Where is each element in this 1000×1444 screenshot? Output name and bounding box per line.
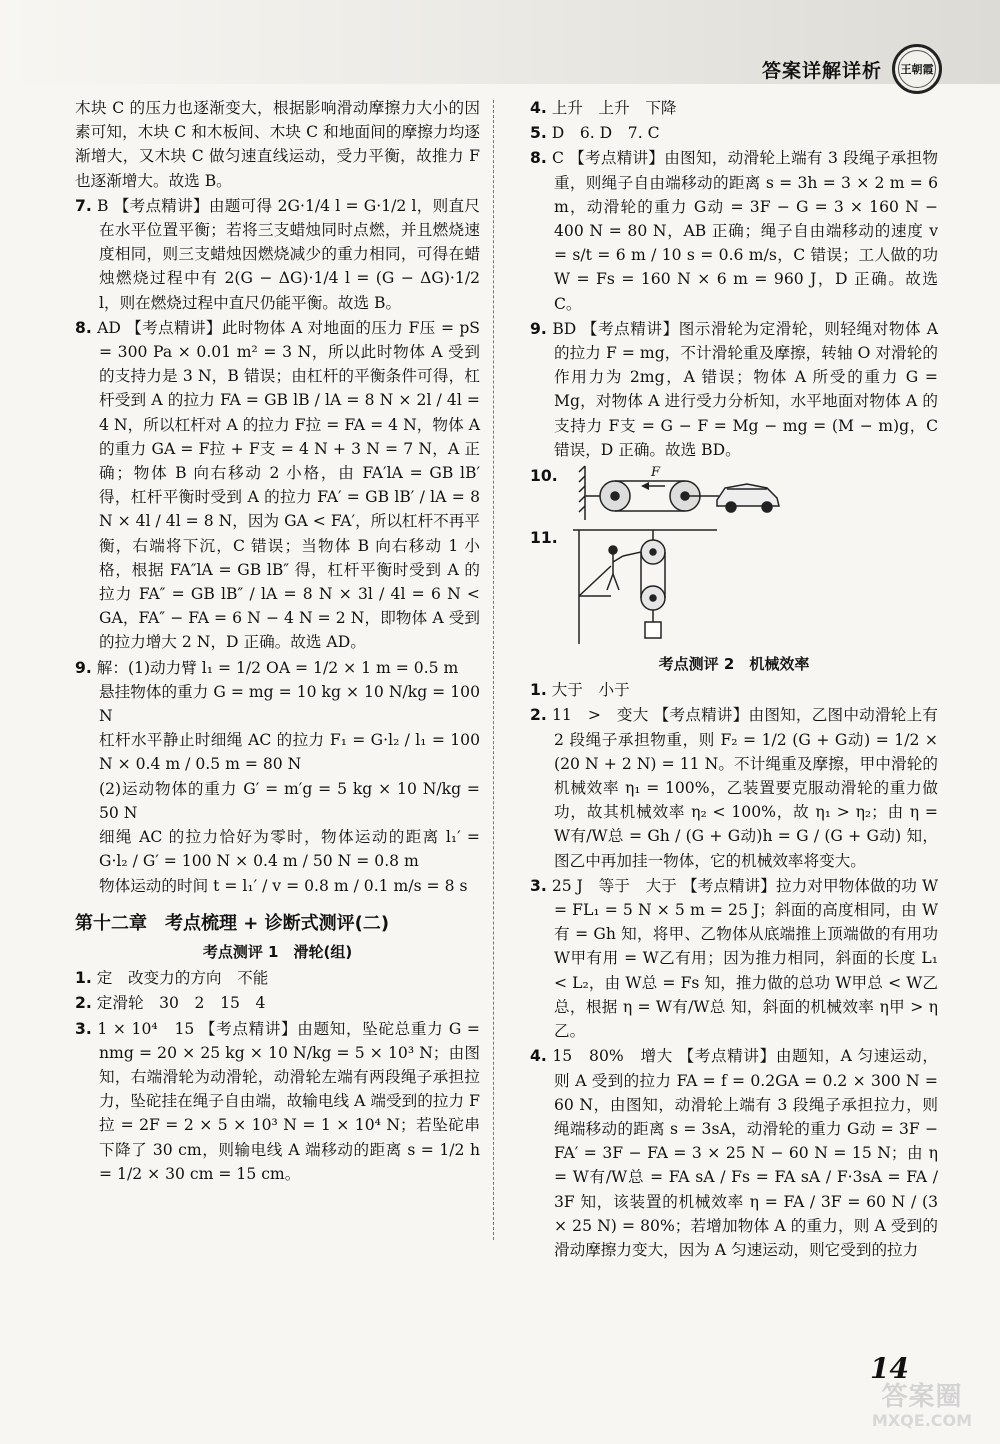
logo-icon	[892, 44, 942, 94]
s1-answer-2: 2. 定滑轮 30 2 15 4	[75, 994, 266, 1013]
figure-10-label: 10.	[530, 467, 558, 486]
s2-answer-1: 1. 大于 小于	[530, 681, 630, 700]
answer-4: 4. 上升 上升 下降	[530, 99, 677, 117]
section-title-1: 考点测评 1 滑轮(组)	[202, 942, 353, 961]
figure-11	[530, 526, 938, 648]
chapter-title: 第十二章 考点梳理 + 诊断式测评(二)	[75, 912, 390, 934]
answer-9-line4: (2)运动物体的重力 G′ = m′g = 5 kg × 10 N/kg = 50 N	[99, 779, 480, 822]
s2-answer-4: 4. 15 80% 增大 【考点精讲】由题知，A 匀速运动，则 A 受到的拉力 FA = f = 0.2GA = 0.2 × 300 N = 60 N，由图知，动滑轮上端有 3 段绳子承担拉力，则绳端移动的距离 s = 3sA，动滑轮的重力 G动 = 3F − FA′ = 3F − FA = 3 × 25 N − 60 N = 15 N；由 η = W有/W总 = FA sA / Fs = FA sA / F·3sA = FA / 3F 知，该装置的机械效率 η = FA / 3F = 60 N / (3 × 25 N) = 80%；若增加物体 A 的重力，则 A 受到的滑动摩擦力变大，因为 A 匀速运动，则它受到的拉力	[530, 1047, 938, 1259]
watermark-text: 答案圈	[881, 1382, 963, 1412]
watermark	[862, 1382, 982, 1433]
left-column	[75, 96, 480, 1187]
answer-9-line5: 细绳 AC 的拉力恰好为零时，物体运动的距离 l₁′ = G·l₂ / G′ = 100 N × 0.4 m / 50 N = 0.8 m	[99, 828, 480, 871]
continuation-paragraph: 木块 C 的压力也逐渐变大，根据影响滑动摩擦力大小的因素可知，木块 C 和木板间、木块 C 和地面间的摩擦力均逐渐增大，又木块 C 做匀速直线运动，受力平衡，故推力 F 也逐渐增大。故选 B。	[75, 99, 480, 190]
answer-9-line6: 物体运动的时间 t = l₁′ / v = 0.8 m / 0.1 m/s = 8 s	[99, 876, 468, 895]
answer-8: 8. AD 【考点精讲】此时物体 A 对地面的压力 F压 = pS = 300 Pa × 0.01 m² = 3 N，所以此时物体 A 受到的支持力是 3 N，B 错误；由杠杆的平衡条件可得，杠杆受到 A 的拉力 FA = GB lB / lA = 8 N × 2l / 4l = 4 N，所以杠杆对 A 的拉力 F拉 = FA = 4 N，物体 A 的重力 GA = F拉 + F支 = 4 N + 3 N = 7 N，A 正确；物体 B 向右移动 2 小格，由 FA′lA = GB lB′ 得，杠杆平衡时受到 A 的拉力 FA′ = GB lB′ / lA = 8 N × 4l / 4l = 8 N，因为 GA < FA′，所以杠杆不再平衡，右端将下沉，C 错误；当物体 B 向右移动 1 小格，根据 FA″lA = GB lB″ 得，杠杆平衡时受到 A 的拉力 FA″ = GB lB″ / lA = 8 N × 3l / 4l = 6 N < GA，FA″ − FA = 6 N − 4 N = 2 N，即物体 A 受到的拉力增大 2 N，D 正确。故选 AD。	[75, 318, 481, 652]
pulley-system-diagram	[567, 526, 727, 648]
section-title-2: 考点测评 2 机械效率	[658, 655, 810, 674]
s2-answer-3: 3. 25 J 等于 大于 【考点精讲】拉力对甲物体做的功 W = FL₁ = 5 N × 5 m = 25 J；斜面的高度相同，由 W有 = Gh 知，将甲、乙物体从底端推上顶端做的有用功 W甲有用 = W乙有用；因为推力相同，斜面的长度 L₁ < L₂，由 W总 = Fs 知，推力做的总功 W甲总 < W乙总，根据 η = W有/W总 知，斜面的机械效率 η甲 > η乙。	[530, 876, 938, 1041]
column-divider	[493, 100, 494, 1240]
answer-9-line3: 杠杆水平静止时细绳 AC 的拉力 F₁ = G·l₂ / l₁ = 100 N × 0.4 m / 0.5 m = 80 N	[99, 731, 480, 774]
figure-11-label: 11.	[530, 529, 558, 548]
answer-8-text: AD 【考点精讲】此时物体 A 对地面的压力 F压 = pS = 300 Pa × 0.01 m² = 3 N，所以此时物体 A 受到的支持力是 3 N，B 错误；由杠杆的平衡条件可得，杠杆受到 A 的拉力 FA = GB lB / lA = 8 N × 2l / 4l = 4 N，所以杠杆对 A 的拉力 F拉 = FA = 4 N，物体 A 的重力 GA = F拉 + F支 = 4 N + 3 N = 7 N，A 正确；物体 B 向右移动 2 小格，由 FA′lA = GB lB′ 得，杠杆平衡时受到 A 的拉力 FA′ = GB lB′ / lA = 8 N × 4l / 4l = 8 N，因为 GA < FA′，所以杠杆不再平衡，右端将下沉，C 错误；当物体 B 向右移动 1 小格，根据 FA″lA = GB lB″ 得，杠杆平衡时受到 A 的拉力 FA″ = GB lB″ / lA = 8 N × 3l / 4l = 6 N < GA，FA″ − FA = 6 N − 4 N = 2 N，即物体 A 受到的拉力增大 2 N，D 正确。故选 AD。	[97, 318, 481, 652]
logo-text: 王朝霞	[900, 63, 934, 76]
force-label-F: F	[650, 465, 660, 481]
answer-9-line2: 悬挂物体的重力 G = mg = 10 kg × 10 N/kg = 100 N	[99, 682, 480, 726]
answer-8r: 8. C 【考点精讲】由图知，动滑轮上端有 3 段绳子承担物重，则绳子自由端移动的距离 s = 3h = 3 × 2 m = 6 m，动滑轮的重力 G动 = 3F − G = 3 × 160 N − 400 N = 80 N，AB 正确；绳子自由端移动的速度 v = s/t = 6 m / 10 s = 0.6 m/s，C 错误；工人做的功 W = Fs = 160 N × 6 m = 960 J，D 正确。故选 C。	[530, 149, 938, 313]
s1-answer-1: 1. 定 改变力的方向 不能	[75, 969, 269, 988]
answer-9: 9. 解：(1)动力臂 l₁ = 1/2 OA = 1/2 × 1 m = 0.5 m 悬挂物体的重力 G = mg = 10 kg × 10 N/kg = 100 N 杠杆水平静止时细绳 AC 的拉力 F₁ = G·l₂ / l₁ = 100 N × 0.4 m / 0.5 m = 80 N (2)运动物体的重力 G′ = m′g = 5 kg × 10 N/kg = 50 N 细绳 AC 的拉力恰好为零时，物体运动的距离 l₁′ = G·l₂ / G′ = 100 N × 0.4 m / 50 N = 0.8 m 物体运动的时间 t = l₁′ / v = 0.8 m / 0.1 m/s = 8 s	[75, 658, 480, 895]
figure-10	[530, 464, 938, 524]
watermark-url: MXQE.COM	[871, 1411, 973, 1430]
answer-7: 7. B 【考点精讲】由题可得 2G·1/4 l = G·1/2 l，则直尺在水平位置平衡；若将三支蜡烛同时点燃，并且燃烧速度相同，则三支蜡烛因燃烧减少的重力相同，可得在蜡烛燃烧过程中有 2(G − ΔG)·1/4 l = (G − ΔG)·1/2 l，则在燃烧过程中直尺仍能平衡。故选 B。	[75, 196, 480, 312]
car-pulley-diagram	[567, 464, 827, 524]
s1-answer-3: 3. 1 × 10⁴ 15 【考点精讲】由题知，坠砣总重力 G = nmg = 20 × 25 kg × 10 N/kg = 5 × 10³ N；由图知，右端滑轮为动滑轮，动滑轮左端有两段绳子承担拉力，坠砣挂在绳子自由端，故输电线 A 端受到的拉力 F拉 = 2F = 2 × 5 × 10³ N = 1 × 10⁴ N；若坠砣串下降了 30 cm，则输电线 A 端移动的距离 s = 1/2 h = 1/2 × 30 cm = 15 cm。	[75, 1019, 480, 1183]
answer-9r: 9. BD 【考点精讲】图示滑轮为定滑轮，则轻绳对物体 A 的拉力 F = mg，不计滑轮重及摩擦，转轴 O 对滑轮的作用力为 2mg，A 错误；物体 A 所受的重力 G = Mg，对物体 A 进行受力分析知，水平地面对物体 A 的支持力 F支 = G − F = Mg − mg = (M − m)g，C 错误，D 正确。故选 BD。	[530, 319, 938, 459]
answer-9-line1: 解：(1)动力臂 l₁ = 1/2 OA = 1/2 × 1 m = 0.5 m	[96, 658, 459, 677]
answer-5-7: 5. D 6. D 7. C	[530, 124, 660, 143]
page-number: 14	[870, 1352, 909, 1385]
answer-7-text: B 【考点精讲】由题可得 2G·1/4 l = G·1/2 l，则直尺在水平位置平衡；若将三支蜡烛同时点燃，并且燃烧速度相同，则三支蜡烛因燃烧减少的重力相同，可得在蜡烛燃烧过程中有 2(G − ΔG)·1/4 l = (G − ΔG)·1/2 l，则在燃烧过程中直尺仍能平衡。故选 B。	[97, 196, 480, 312]
header-title: 答案详解详析	[761, 60, 882, 82]
s2-answer-2: 2. 11 > 变大 【考点精讲】由图知，乙图中动滑轮上有 2 段绳子承担物重，则 F₂ = 1/2 (G + G动) = 1/2 × (20 N + 2 N) = 11 N。不计绳重及摩擦，甲中滑轮的机械效率 η₁ = 100%，乙装置要克服动滑轮的重力做功，故其机械效率 η₂ < 100%，故 η₁ > η₂；由 η = W有/W总 = Gh / (G + G动)h = G / (G + G动) 知，图乙中再加挂一物体，它的机械效率将变大。	[530, 706, 938, 870]
right-column	[530, 96, 938, 1263]
